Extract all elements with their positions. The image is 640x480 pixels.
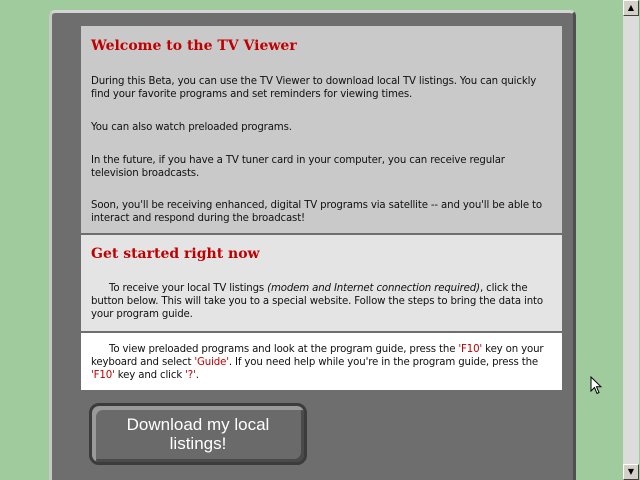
content-panel: [49, 10, 576, 480]
help-key-text: '?': [185, 370, 196, 381]
get-started-text-1: To receive your local TV listings: [109, 283, 268, 294]
vertical-scrollbar[interactable]: [623, 0, 639, 480]
preloaded-paragraph: [91, 343, 550, 382]
download-listings-button[interactable]: [89, 403, 307, 465]
preloaded-text-5: .: [195, 370, 199, 381]
welcome-paragraph-4: Soon, you'll be receiving enhanced, digital TV programs via satellite -- and you'll be able to interact and respond during the broadcast!: [91, 200, 542, 224]
f10-key-text: 'F10': [458, 344, 483, 355]
guide-key-text: 'Guide': [194, 357, 229, 368]
preloaded-text-2: key on your keyboard and select: [91, 344, 544, 368]
welcome-title: Welcome to the TV Viewer: [91, 38, 297, 54]
f10-key-text-2: 'F10': [91, 370, 115, 381]
get-started-title: Get started right now: [91, 246, 260, 262]
welcome-section: [81, 26, 562, 233]
preloaded-text-4: key and click: [114, 370, 186, 381]
mouse-pointer-icon: [590, 376, 602, 396]
get-started-paragraph: [91, 282, 550, 321]
scroll-down-button[interactable]: ▼: [623, 464, 639, 480]
get-started-text-2: , click the button below. This will take you to a special website. Follow the steps to bring the data into your program guide.: [91, 283, 543, 320]
preloaded-section: [81, 333, 562, 390]
download-button-label: Download my local listings!: [126, 415, 270, 453]
welcome-paragraph-3: In the future, if you have a TV tuner card in your computer, you can receive regular television broadcasts.: [91, 155, 505, 179]
preloaded-text-1: To view preloaded programs and look at the program guide, press the: [109, 344, 459, 355]
get-started-italic: (modem and Internet connection required): [267, 283, 480, 294]
get-started-section: [81, 235, 562, 331]
preloaded-text-3: . If you need help while you're in the program guide, press the: [228, 357, 539, 368]
welcome-paragraph-1: During this Beta, you can use the TV Viewer to download local TV listings. You can quickly find your favorite programs and set reminders for viewing times.: [91, 76, 537, 100]
welcome-paragraph-2: You can also watch preloaded programs.: [91, 122, 292, 133]
scroll-up-button[interactable]: ▲: [623, 0, 639, 16]
